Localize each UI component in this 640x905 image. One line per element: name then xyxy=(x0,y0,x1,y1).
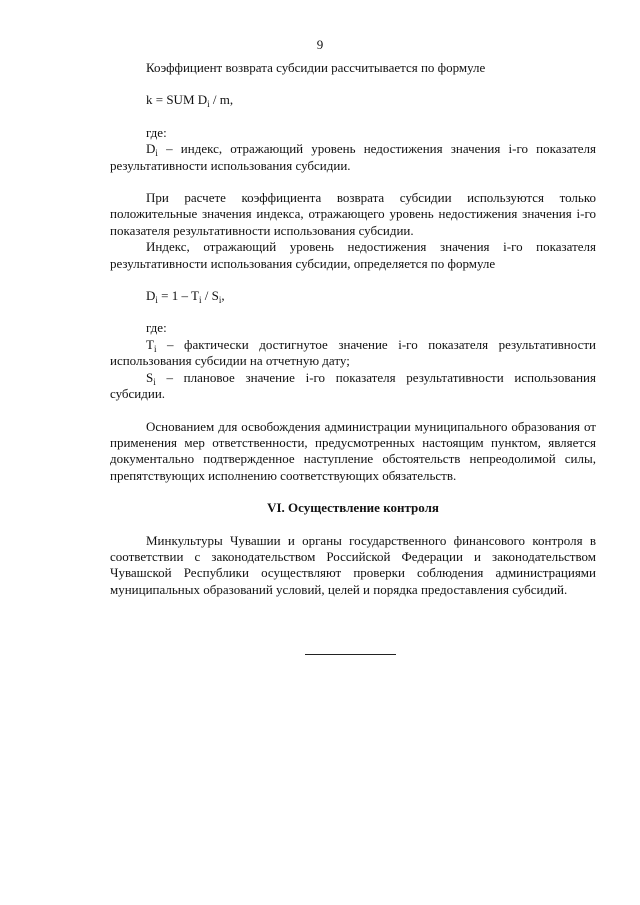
where-label-1: где: xyxy=(146,124,167,140)
where-label-2: где: xyxy=(146,320,167,336)
paragraph-control: Минкультуры Чувашии и органы государственного финансового контроля в соответствии с законодательством Российской Федерации и законодательством Чувашской Республики осуществляют проверки соблюдения администрациями муниципальных образований условий, целей и порядка предоставления субсидий. xyxy=(110,532,596,597)
paragraph-force-majeure: Основанием для освобождения администрации муниципального образования от применения мер ответственности, предусмотренных настоящим пунктом, является документально подтвержденное наступление обстоятельств непреодолимой силы, препятствующих исполнению соответствующих обязательств. xyxy=(110,418,596,483)
paragraph-positive-values: При расчете коэффициента возврата субсидии используются только положительные значения индекса, отражающего уровень недостижения значения i-го показателя результативности использования субсидии. xyxy=(110,190,596,238)
definition-d: $D_i$ – индекс, отражающий уровень недостижения значения i-го показателя результативности использования субсидии. xyxy=(110,141,596,173)
section-heading: VI. Осуществление контроля xyxy=(267,500,439,516)
document-body xyxy=(110,60,596,598)
paragraph-index-formula-intro: Индекс, отражающий уровень недостижения значения i-го показателя результативности использования субсидии, определяется по формуле xyxy=(110,239,596,271)
page-number: 9 xyxy=(316,37,324,52)
formula-k: k = SUM $D_i$ / m, xyxy=(146,92,234,110)
paragraph-coefficient-intro: Коэффициент возврата субсидии рассчитывается по формуле xyxy=(146,60,486,75)
definition-s: $S_i$ – плановое значение i-го показателя результативности использования субсидии. xyxy=(110,369,596,402)
definition-t: $T_i$ – фактически достигнутое значение i-го показателя результативности использования субсидии на отчетную дату; xyxy=(110,336,596,369)
end-rule xyxy=(305,654,396,655)
formula-d: $D_i = 1 - T_i / S_i$, xyxy=(146,288,225,306)
